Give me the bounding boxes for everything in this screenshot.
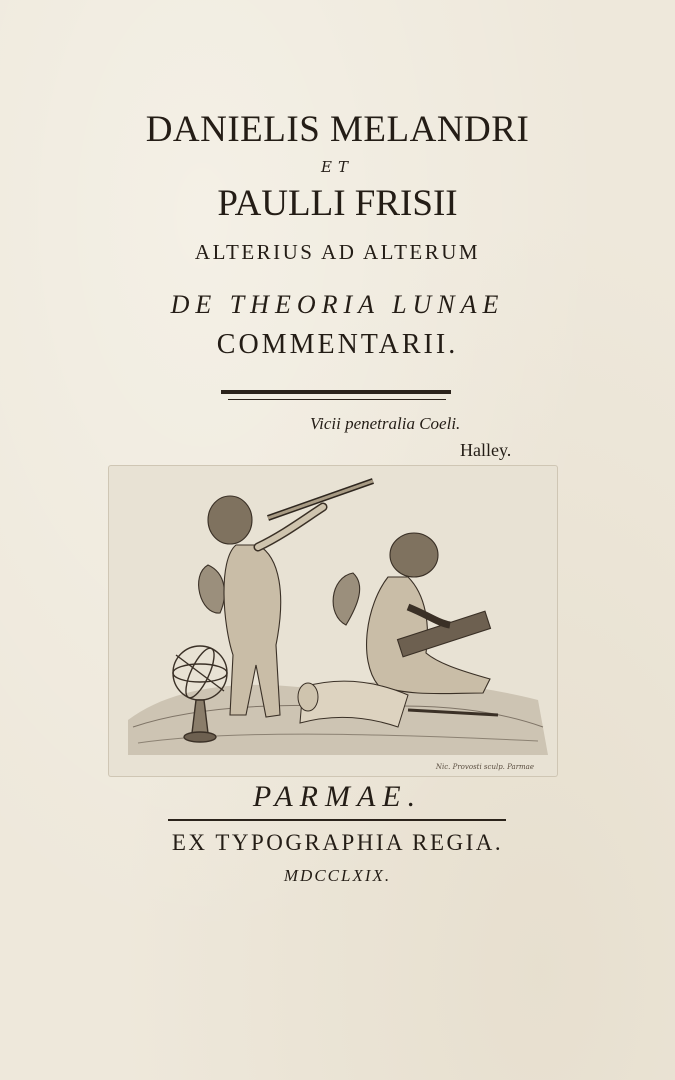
motto: Vicii penetralia Coeli.: [310, 414, 461, 433]
conjunction: ET: [321, 158, 354, 176]
imprint-place: PARMAE.: [252, 780, 423, 813]
author-two: PAULLI FRISII: [217, 183, 458, 224]
engraving-plate: [108, 465, 558, 777]
divider-thick: [221, 390, 451, 394]
cherubs-engraving: [108, 465, 558, 777]
divider-imprint: [168, 819, 506, 821]
subtitle: ALTERIUS AD ALTERUM: [194, 240, 481, 264]
work-title: DE THEORIA LUNAE: [170, 290, 505, 319]
author-one: DANIELIS MELANDRI: [145, 109, 530, 150]
imprint-printer: EX TYPOGRAPHIA REGIA.: [171, 830, 504, 855]
divider-thin: [228, 399, 446, 400]
motto-author: Halley.: [460, 440, 512, 460]
cherub-writing: [333, 533, 490, 694]
work-type: COMMENTARII.: [216, 329, 459, 360]
imprint-year: MDCCLXIX.: [283, 866, 392, 885]
engraver-signature: Nic. Provosti sculp. Parmae: [435, 763, 534, 771]
